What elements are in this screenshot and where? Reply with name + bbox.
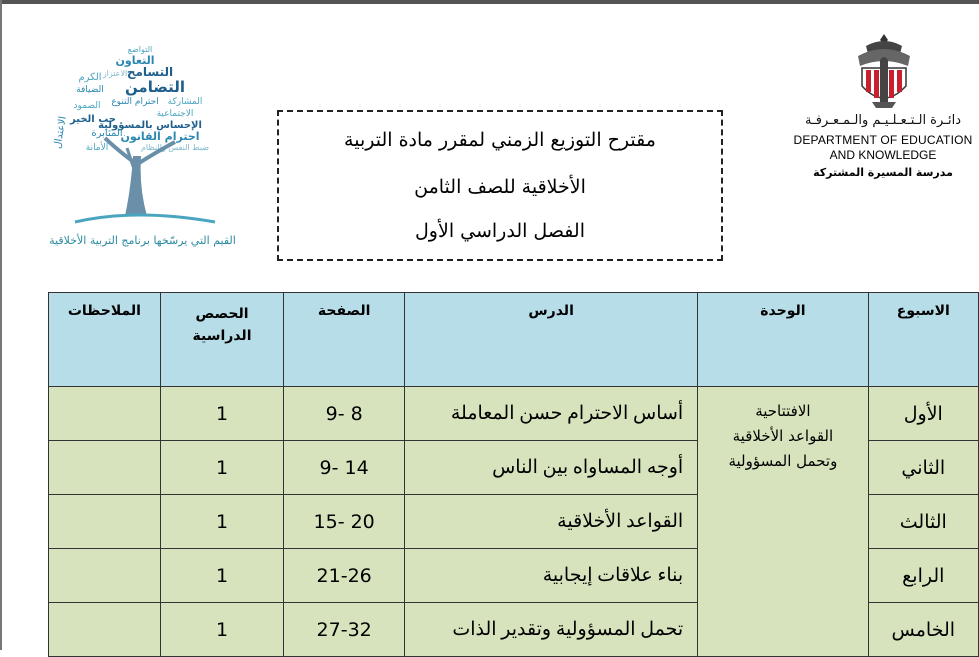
- table-row: [49, 387, 979, 441]
- title-line-3: الفصل الدراسي الأول: [415, 220, 585, 242]
- tree-word: الكرم: [78, 72, 102, 83]
- tree-word: احترام التنوع: [111, 97, 159, 107]
- tree-word: الإحساس بالمسؤولية: [98, 120, 202, 131]
- week-cell: الأول: [868, 387, 978, 441]
- page-cell: 21-26: [284, 549, 405, 603]
- week-cell: الثالث: [868, 495, 978, 549]
- tree-word: المشاركة: [167, 97, 203, 107]
- week-cell: الخامس: [868, 603, 978, 657]
- tree-word: الأمانة: [85, 143, 109, 153]
- week-cell: الرابع: [868, 549, 978, 603]
- page-cell: 27-32: [284, 603, 405, 657]
- tree-word: المثابرة: [91, 128, 123, 139]
- tree-word: التسامح: [126, 65, 174, 79]
- unit-line-2: القواعد الأخلاقية: [732, 427, 834, 445]
- lesson-cell: القواعد الأخلاقية: [405, 495, 698, 549]
- unit-cell: [698, 387, 868, 657]
- tree-word: الصمود: [73, 101, 101, 111]
- title-line-1: مقترح التوزيع الزمني لمقرر مادة التربية: [344, 129, 656, 151]
- unit-line-1: الافتتاحية: [755, 402, 811, 420]
- falcon-emblem-icon: [848, 32, 920, 112]
- school-name: مدرسة المسيرة المشتركة: [813, 166, 953, 179]
- tree-word: الاجتماعية: [156, 109, 194, 119]
- periods-cell: 1: [160, 387, 284, 441]
- tree-word: الاعتدال: [52, 115, 69, 150]
- department-name-english-line2: AND KNOWLEDGE: [829, 148, 937, 162]
- tree-word: ضبط النفس والنظام: [140, 143, 210, 152]
- tree-word: احترام القانون: [120, 130, 200, 143]
- tree-word: حب الخير: [70, 114, 116, 125]
- notes-cell: [49, 387, 161, 441]
- tree-word: التواضع: [127, 45, 153, 54]
- notes-cell: [49, 441, 161, 495]
- periods-cell: 1: [160, 603, 284, 657]
- header-page: الصفحة: [284, 293, 405, 387]
- notes-cell: [49, 549, 161, 603]
- values-tree-logo: [35, 38, 245, 248]
- notes-cell: [49, 603, 161, 657]
- lesson-cell: أوجه المساواه بين الناس: [405, 441, 698, 495]
- page-left-border: [0, 0, 2, 650]
- schedule-table: [48, 292, 979, 657]
- window-top-border: [0, 0, 979, 4]
- department-name-arabic: دائـرة الـتـعـلـيـم والـمـعـرفـة: [805, 113, 961, 128]
- periods-cell: 1: [160, 441, 284, 495]
- header-lesson: الدرس: [405, 293, 698, 387]
- header-periods-label: الحصص الدراسية: [192, 306, 252, 344]
- tree-word: الضيافة: [76, 85, 104, 95]
- page-cell: 8 -9: [284, 387, 405, 441]
- table-header-row: [49, 293, 979, 387]
- lesson-cell: بناء علاقات إيجابية: [405, 549, 698, 603]
- header-unit: الوحدة: [698, 293, 868, 387]
- notes-cell: [49, 495, 161, 549]
- header-notes: الملاحظات: [49, 293, 161, 387]
- lesson-cell: تحمل المسؤولية وتقدير الذات: [405, 603, 698, 657]
- periods-cell: 1: [160, 549, 284, 603]
- header-periods: [160, 293, 284, 387]
- page-cell: 20 -15: [284, 495, 405, 549]
- unit-line-3: وتحمل المسؤولية: [728, 452, 838, 470]
- page-cell: 14 -9: [284, 441, 405, 495]
- header-week: الاسبوع: [868, 293, 978, 387]
- tree-word: التضامن: [124, 78, 186, 96]
- tree-word: التعاون: [115, 54, 155, 67]
- lesson-cell: أساس الاحترام حسن المعاملة: [405, 387, 698, 441]
- department-name-english-line1: DEPARTMENT OF EDUCATION: [793, 133, 973, 147]
- tree-word: الاعتزاز: [102, 69, 128, 78]
- periods-cell: 1: [160, 495, 284, 549]
- week-cell: الثاني: [868, 441, 978, 495]
- values-caption: القيم التي يرسّخها برنامج التربية الأخلاقية: [49, 234, 236, 247]
- title-box: [277, 110, 723, 261]
- title-line-2: الأخلاقية للصف الثامن: [414, 176, 586, 198]
